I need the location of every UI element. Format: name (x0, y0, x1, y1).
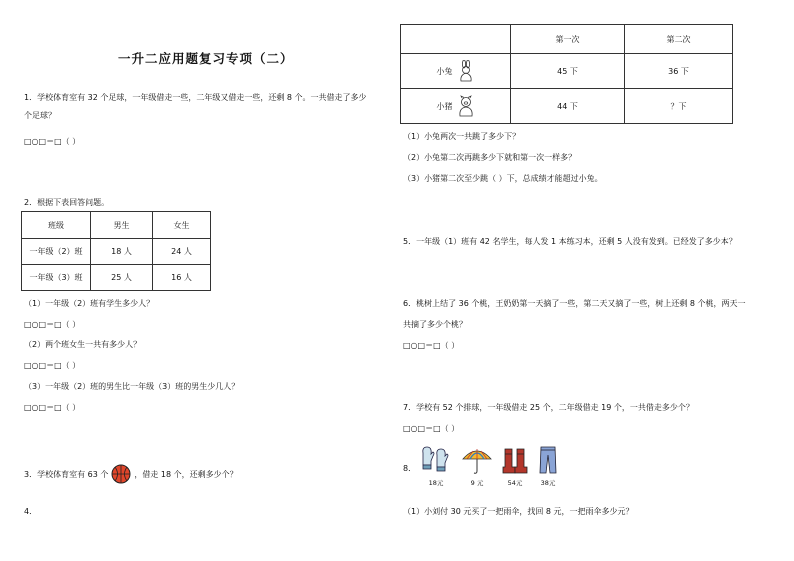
price-item-boots (497, 445, 533, 487)
table-cell: 一年级（2）班 (22, 239, 91, 265)
question-1-formula: □○□＝□（ ） (24, 137, 81, 146)
jump-rope-table (400, 24, 733, 124)
question-2-formula-2: □○□＝□（ ） (24, 361, 81, 370)
race-question-3: （3）小猪第二次至少跳（ ）下，总成绩才能超过小兔。 (403, 174, 603, 183)
table-cell: 25 人 (91, 265, 153, 291)
question-7: 7．学校有 52 个排球，一年级借走 25 个，二年级借走 19 个，一共借走多少个？ (403, 403, 694, 412)
price-pants: 38元 (540, 479, 556, 487)
price-item-pants (530, 445, 566, 487)
question-3 (24, 464, 238, 484)
table-cell: 18 人 (91, 239, 153, 265)
table-cell: 45 下 (511, 54, 625, 89)
rabbit-icon (457, 60, 475, 82)
question-2-sub-2: （2）两个班女生一共有多少人？ (24, 340, 142, 349)
table-cell: 44 下 (511, 89, 625, 124)
table-cell: 16 人 (153, 265, 211, 291)
question-5: 5．一年级（1）班有 42 名学生，每人发 1 本练习本，还剩 5 人没有发到。已经发了多少本？ (403, 237, 737, 246)
race-question-1: （1）小兔两次一共跳了多少下？ (403, 132, 521, 141)
question-6-formula: □○□＝□（ ） (403, 341, 460, 350)
question-3-text-after: ，借走 18 个，还剩多少个？ (134, 469, 238, 479)
pants-icon (532, 445, 564, 475)
table-header-girls: 女生 (153, 212, 211, 239)
basketball-icon (111, 464, 131, 484)
question-2-sub-1: （1）一年级（2）班有学生多少人？ (24, 299, 155, 308)
question-6-line-2: 共摘了多少个桃？ (403, 320, 467, 329)
race-table-header-first: 第一次 (511, 25, 625, 54)
table-row (22, 265, 211, 291)
question-3-text-before: 3．学校体育室有 63 个 (24, 469, 109, 479)
table-header-class: 班级 (22, 212, 91, 239)
question-6-line-1: 6．桃树上结了 36 个桃，王奶奶第一天摘了一些，第二天又摘了一些，树上还剩 8 个桃，两天一 (403, 299, 746, 308)
class-students-table (21, 211, 211, 291)
question-4-label: 4． (24, 507, 38, 516)
mittens-icon (420, 445, 452, 475)
race-table-header-blank (401, 25, 511, 54)
pig-icon (457, 95, 475, 117)
price-mittens: 18元 (428, 479, 444, 487)
table-cell: 一年级（3）班 (22, 265, 91, 291)
question-2-formula-3: □○□＝□（ ） (24, 403, 81, 412)
question-2-prompt: 2．根据下表回答问题。 (24, 198, 110, 207)
pig-name: 小猪 (436, 101, 453, 111)
race-name-cell (401, 54, 511, 89)
page-title: 一升二应用题复习专项（二） (118, 51, 294, 66)
price-umbrella: 9 元 (470, 479, 484, 487)
table-cell: ？下 (625, 89, 733, 124)
price-item-mittens (418, 445, 454, 487)
rabbit-name: 小兔 (436, 66, 453, 76)
race-table-header-second: 第二次 (625, 25, 733, 54)
boots-icon (499, 445, 531, 475)
table-row (401, 89, 733, 124)
table-header-boys: 男生 (91, 212, 153, 239)
question-1-line-1: 1．学校体育室有 32 个足球，一年级借走一些，二年级又借走一些，还剩 8 个。一共借走了多少 (24, 93, 367, 102)
question-7-formula: □○□＝□（ ） (403, 424, 460, 433)
table-row (22, 239, 211, 265)
question-2-sub-3: （3）一年级（2）班的男生比一年级（3）班的男生少几人？ (24, 382, 240, 391)
question-2-formula-1: □○□＝□（ ） (24, 320, 81, 329)
race-name-cell (401, 89, 511, 124)
table-cell: 24 人 (153, 239, 211, 265)
price-boots: 54元 (507, 479, 523, 487)
race-question-2: （2）小兔第二次再跳多少下就和第一次一样多？ (403, 153, 577, 162)
question-8-sub-1: （1）小刘付 30 元买了一把雨伞，找回 8 元，一把雨伞多少元？ (403, 507, 634, 516)
umbrella-icon (461, 445, 493, 475)
table-cell: 36 下 (625, 54, 733, 89)
question-1-line-2: 个足球？ (24, 111, 56, 120)
question-8-label: 8． (403, 464, 417, 473)
table-row (401, 54, 733, 89)
price-item-umbrella (459, 445, 495, 487)
